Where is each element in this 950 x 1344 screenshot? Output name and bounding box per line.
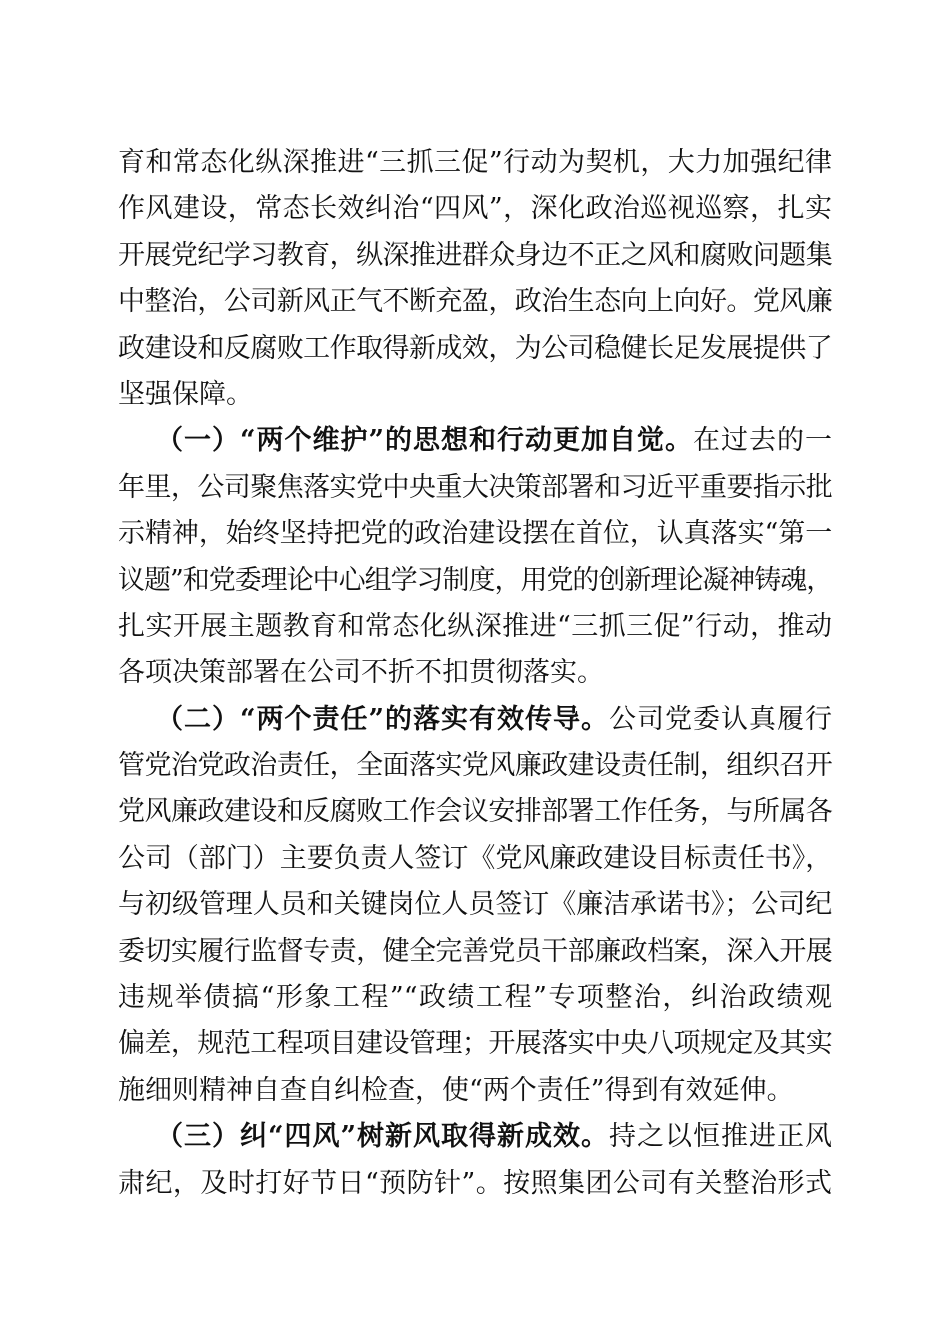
text-line: 议题”和党委理论中心组学习制度，用党的创新理论凝神铸魂， bbox=[118, 564, 832, 596]
text-line: 与初级管理人员和关键岗位人员签订《廉洁承诺书》；公司纪 bbox=[118, 889, 832, 921]
section-3-heading: （三）纠“四风”树新风取得新成效。 bbox=[156, 1121, 610, 1153]
text-line: 坚强保障。 bbox=[118, 378, 253, 410]
text-line: 公司（部门）主要负责人签订《党风廉政建设目标责任书》， bbox=[118, 842, 832, 874]
text-line: 中整治，公司新风正气不断充盈，政治生态向上向好。党风廉 bbox=[118, 286, 832, 318]
document-body bbox=[118, 140, 832, 1207]
text-line bbox=[118, 1114, 832, 1160]
text-line: 委切实履行监督专责，健全完善党员干部廉政档案，深入开展 bbox=[118, 935, 832, 967]
section-2-first-line-text: 公司党委认真履行 bbox=[609, 703, 832, 735]
text-line: 示精神，始终坚持把党的政治建设摆在首位，认真落实“第一 bbox=[118, 518, 832, 550]
intro-paragraph bbox=[118, 140, 832, 418]
section-2-heading: （二）“两个责任”的落实有效传导。 bbox=[156, 703, 610, 735]
section-3-first-line-text: 持之以恒推进正风 bbox=[609, 1121, 832, 1153]
text-line: 违规举债搞“形象工程”“政绩工程”专项整治，纠治政绩观 bbox=[118, 982, 832, 1014]
text-line: 施细则精神自查自纠检查，使“两个责任”得到有效延伸。 bbox=[118, 1074, 794, 1106]
section-2-paragraph bbox=[118, 697, 832, 1115]
text-line: 作风建设，常态长效纠治“四风”，深化政治巡视巡察，扎实 bbox=[118, 193, 832, 225]
text-line: 党风廉政建设和反腐败工作会议安排部署工作任务，与所属各 bbox=[118, 796, 832, 828]
text-line: 政建设和反腐败工作取得新成效，为公司稳健长足发展提供了 bbox=[118, 332, 832, 364]
section-3-paragraph bbox=[118, 1114, 832, 1207]
text-line: 育和常态化纵深推进“三抓三促”行动为契机，大力加强纪律 bbox=[118, 147, 832, 178]
text-line bbox=[118, 418, 832, 464]
section-1-first-line-text: 在过去的一 bbox=[693, 425, 833, 457]
text-line: 各项决策部署在公司不折不扣贯彻落实。 bbox=[118, 657, 604, 689]
text-line: 扎实开展主题教育和常态化纵深推进“三抓三促”行动，推动 bbox=[118, 610, 832, 642]
text-line: 开展党纪学习教育，纵深推进群众身边不正之风和腐败问题集 bbox=[118, 239, 832, 271]
section-1-heading: （一）“两个维护”的思想和行动更加自觉。 bbox=[156, 425, 694, 457]
text-line: 偏差，规范工程项目建设管理；开展落实中央八项规定及其实 bbox=[118, 1028, 832, 1060]
text-line: 管党治党政治责任，全面落实党风廉政建设责任制，组织召开 bbox=[118, 750, 832, 782]
text-line: 肃纪，及时打好节日“预防针”。按照集团公司有关整治形式 bbox=[118, 1167, 832, 1199]
section-1-paragraph bbox=[118, 418, 832, 696]
text-line: 年里，公司聚焦落实党中央重大决策部署和习近平重要指示批 bbox=[118, 471, 832, 503]
text-line bbox=[118, 697, 832, 743]
